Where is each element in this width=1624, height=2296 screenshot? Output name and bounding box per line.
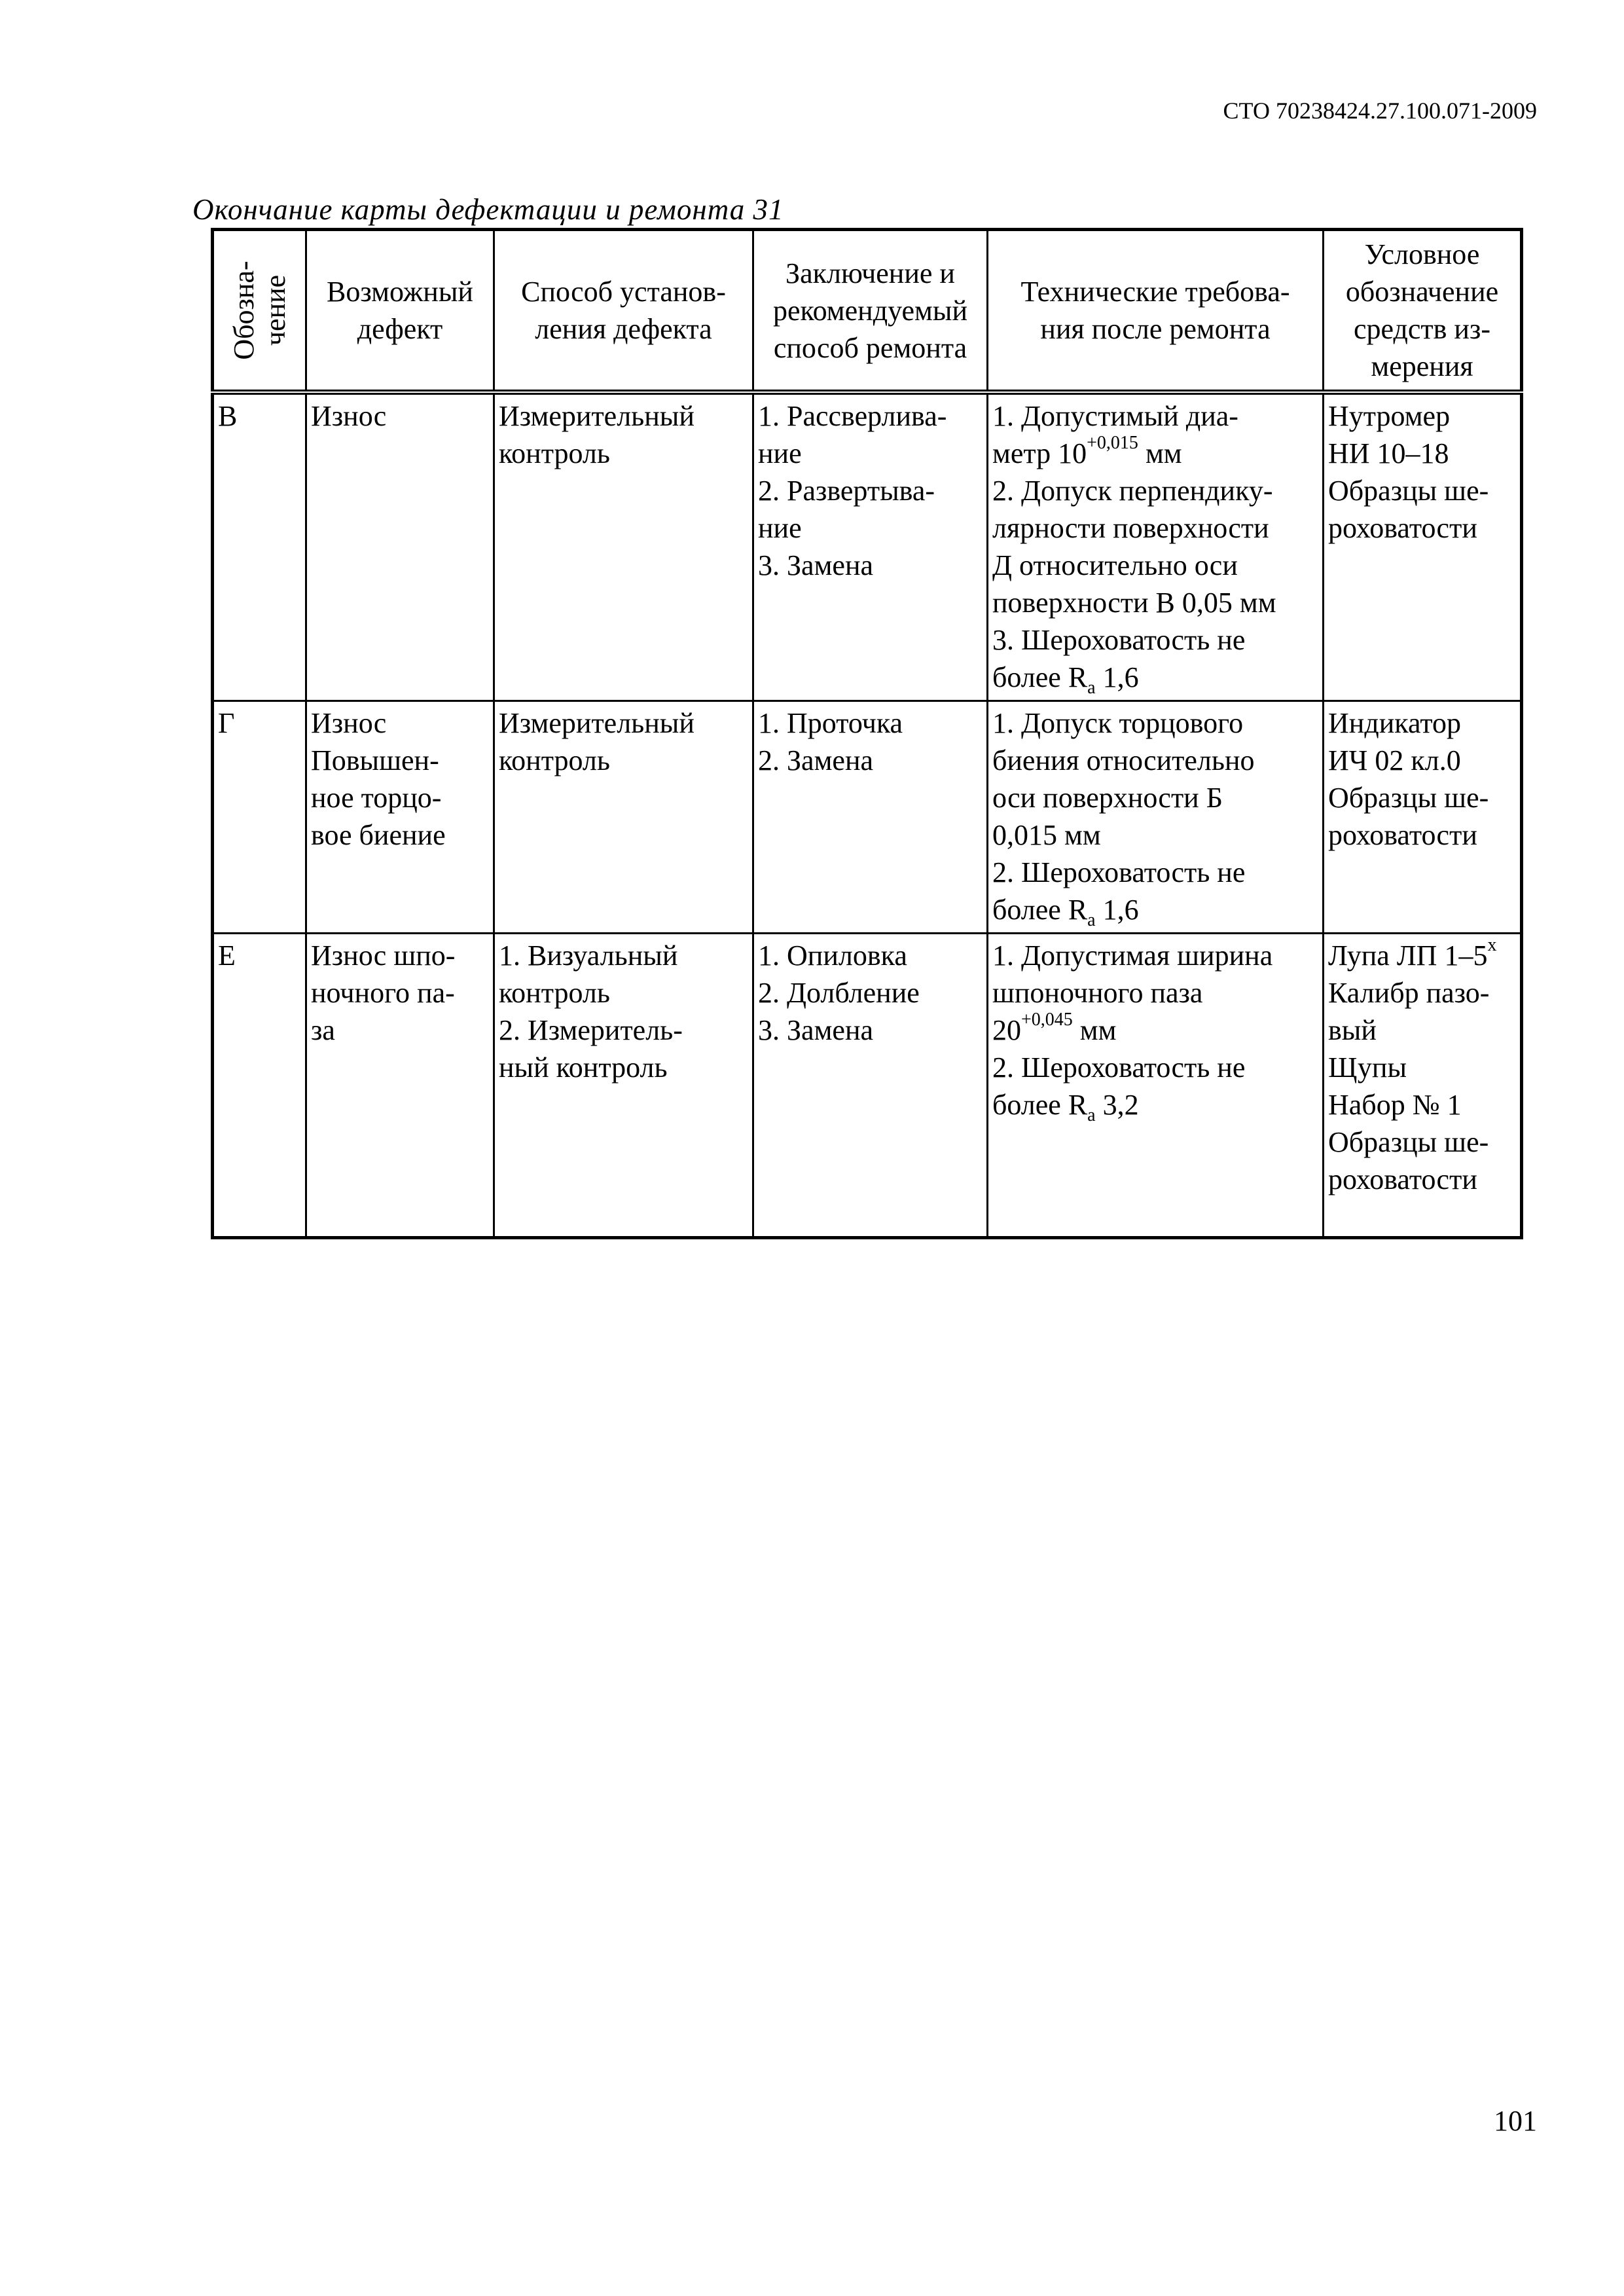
header-text: ния после ремонта [1040,313,1271,345]
cell-defect [306,392,494,701]
header-conclusion [753,230,988,393]
cell-line: шпоночного паза [992,977,1203,1009]
cell-line: биения относительно [992,744,1255,776]
cell-line: ночного па- [311,977,455,1009]
cell-designation: Е [213,934,306,1238]
cell-requirements [988,392,1324,701]
cell-line [992,1086,1318,1123]
cell-line: Нутромер [1328,400,1451,432]
cell-line [992,435,1318,472]
cell-line: Индикатор [1328,707,1462,739]
cell-line [1328,937,1516,974]
text-run: Лупа ЛП 1–5 [1328,939,1488,972]
header-detection-method [494,230,753,393]
header-text: чение [259,274,291,346]
cell-line: ное торцо- [311,782,442,814]
header-text: Возможный [327,276,473,308]
cell-line: 1. Допустимый диа- [992,400,1238,432]
cell-line: Набор № 1 [1328,1089,1462,1121]
cell-line: роховатости [1328,1163,1477,1195]
cell-tools [1324,701,1522,934]
header-text: Заключение и [785,257,955,289]
header-text: Условное [1364,238,1480,270]
cell-conclusion [753,934,988,1238]
cell-line: контроль [499,437,610,469]
header-technical-requirements [988,230,1324,393]
cell-line: НИ 10–18 [1328,437,1449,469]
cell-line: 2. Шероховатость не [992,1051,1246,1084]
text-run: 1,6 [1095,894,1139,926]
text-run: 20 [992,1014,1021,1046]
cell-line: 1. Допуск торцового [992,707,1244,739]
header-text: рекомендуемый [772,294,968,327]
cell-tools [1324,934,1522,1238]
table-row-v [213,392,1522,701]
header-text: мерения [1371,350,1473,382]
header-text: средств из- [1354,313,1490,345]
cell-line: лярности поверхности [992,512,1269,544]
cell-defect [306,701,494,934]
cell-line [992,891,1318,928]
text-run: более R [992,661,1088,693]
cell-line [992,1011,1318,1049]
table-caption: Окончание карты дефектации и ремонта 31 [192,193,784,226]
cell-line: 1. Допустимая ширина [992,939,1273,972]
text-run: метр 10 [992,437,1087,469]
cell-line: 2. Шероховатость не [992,856,1246,888]
cell-line: 2. Развертыва- [758,475,935,507]
tolerance-superscript: +0,015 [1087,433,1138,454]
tolerance-superscript: +0,045 [1021,1010,1073,1030]
cell-designation: Г [213,701,306,934]
header-defect [306,230,494,393]
defect-repair-table [211,228,1523,1239]
cell-designation: В [213,392,306,701]
text-run: 1,6 [1095,661,1139,693]
cell-line: ный контроль [499,1051,668,1084]
table-row-g [213,701,1522,934]
cell-line: Износ [311,707,387,739]
cell-line: вое биение [311,819,446,851]
cell-line: 3. Шероховатость не [992,624,1246,656]
cell-line: Износ [311,400,387,432]
page-number: 101 [1494,2105,1537,2137]
header-measuring-tools [1324,230,1522,393]
cell-line: 3. Замена [758,549,874,581]
cell-line: Измерительный [499,707,695,739]
magnification-superscript: x [1487,935,1497,956]
text-run: более R [992,894,1088,926]
cell-line: контроль [499,977,610,1009]
cell-line: ИЧ 02 кл.0 [1328,744,1461,776]
header-text: способ ремонта [773,331,967,364]
cell-line: Д относительно оси [992,549,1238,581]
cell-line: Износ шпо- [311,939,456,972]
cell-line: Образцы ше- [1328,475,1489,507]
cell-line: Щупы [1328,1051,1407,1084]
cell-line: Повышен- [311,744,439,776]
cell-conclusion [753,392,988,701]
cell-line: 0,015 мм [992,819,1101,851]
header-text: дефект [357,313,443,345]
cell-line: 1. Опиловка [758,939,907,972]
header-text: ления дефекта [535,313,712,345]
cell-method [494,392,753,701]
cell-line: ние [758,512,802,544]
cell-line: 2. Долбление [758,977,920,1009]
cell-line: оси поверхности Б [992,782,1223,814]
cell-conclusion [753,701,988,934]
header-designation [213,230,306,393]
cell-line: Образцы ше- [1328,782,1489,814]
cell-line: 3. Замена [758,1014,874,1046]
cell-line: роховатости [1328,819,1477,851]
cell-line: вый [1328,1014,1377,1046]
text-run: более R [992,1089,1088,1121]
cell-method [494,701,753,934]
cell-line: 1. Проточка [758,707,903,739]
cell-tools [1324,392,1522,701]
table-header-row [213,230,1522,393]
roughness-subscript: a [1087,909,1096,930]
cell-line: 1. Рассверлива- [758,400,947,432]
text-run: мм [1138,437,1182,469]
cell-requirements [988,701,1324,934]
header-text: обозначение [1345,276,1499,308]
header-text: Технические требова- [1020,276,1290,308]
cell-line: за [311,1014,335,1046]
cell-method [494,934,753,1238]
cell-line: 2. Измеритель- [499,1014,683,1046]
header-text: Обозна- [227,261,260,360]
document-code: СТО 70238424.27.100.071-2009 [1223,98,1537,124]
header-text: Способ установ- [521,276,726,308]
cell-line: 2. Допуск перпендику- [992,475,1273,507]
cell-requirements [988,934,1324,1238]
cell-defect [306,934,494,1238]
cell-line: контроль [499,744,610,776]
cell-line: роховатости [1328,512,1477,544]
cell-line: ние [758,437,802,469]
text-run: 3,2 [1095,1089,1139,1121]
roughness-subscript: a [1087,677,1096,698]
roughness-subscript: a [1087,1104,1096,1125]
text-run: мм [1072,1014,1117,1046]
cell-line: поверхности В 0,05 мм [992,587,1276,619]
cell-line: Калибр пазо- [1328,977,1490,1009]
cell-line: Образцы ше- [1328,1126,1489,1158]
table-row-e [213,934,1522,1238]
cell-line: 2. Замена [758,744,874,776]
cell-line: 1. Визуальный [499,939,678,972]
cell-line [992,659,1318,696]
cell-line: Измерительный [499,400,695,432]
